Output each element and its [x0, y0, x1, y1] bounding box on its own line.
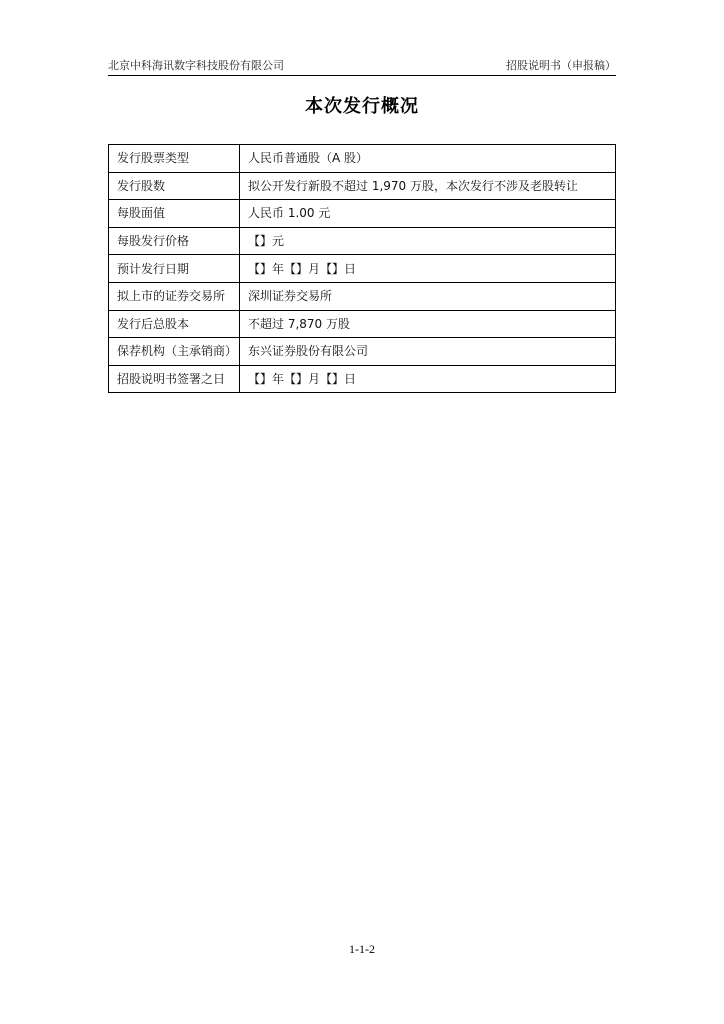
table-row — [109, 310, 616, 338]
row-value: 【】年【】月【】日 — [240, 365, 616, 393]
row-value: 人民币 1.00 元 — [240, 200, 616, 228]
table-row — [109, 227, 616, 255]
table-row — [109, 172, 616, 200]
row-value: 不超过 7,870 万股 — [240, 310, 616, 338]
table-row — [109, 282, 616, 310]
row-value: 东兴证券股份有限公司 — [240, 338, 616, 366]
page-title: 本次发行概况 — [305, 96, 419, 117]
row-value: 深圳证券交易所 — [240, 282, 616, 310]
issuance-overview-table — [108, 144, 616, 393]
row-label: 发行股票类型 — [109, 145, 240, 173]
row-label: 拟上市的证券交易所 — [109, 282, 240, 310]
row-label: 发行后总股本 — [109, 310, 240, 338]
header-document-type: 招股说明书（申报稿） — [506, 59, 616, 72]
row-label: 预计发行日期 — [109, 255, 240, 283]
table-row — [109, 365, 616, 393]
table-row — [109, 255, 616, 283]
table-row — [109, 145, 616, 173]
header-company-name: 北京中科海讯数字科技股份有限公司 — [108, 59, 284, 72]
page-number: 1-1-2 — [349, 942, 375, 956]
row-label: 发行股数 — [109, 172, 240, 200]
table-row — [109, 338, 616, 366]
row-label: 每股发行价格 — [109, 227, 240, 255]
page-header — [108, 58, 616, 74]
row-value: 人民币普通股（A 股） — [240, 145, 616, 173]
header-divider — [108, 75, 616, 76]
row-label: 招股说明书签署之日 — [109, 365, 240, 393]
table-row — [109, 200, 616, 228]
row-value: 【】年【】月【】日 — [240, 255, 616, 283]
row-label: 保荐机构（主承销商） — [109, 338, 240, 366]
row-value: 拟公开发行新股不超过 1,970 万股，本次发行不涉及老股转让 — [240, 172, 616, 200]
row-value: 【】元 — [240, 227, 616, 255]
row-label: 每股面值 — [109, 200, 240, 228]
